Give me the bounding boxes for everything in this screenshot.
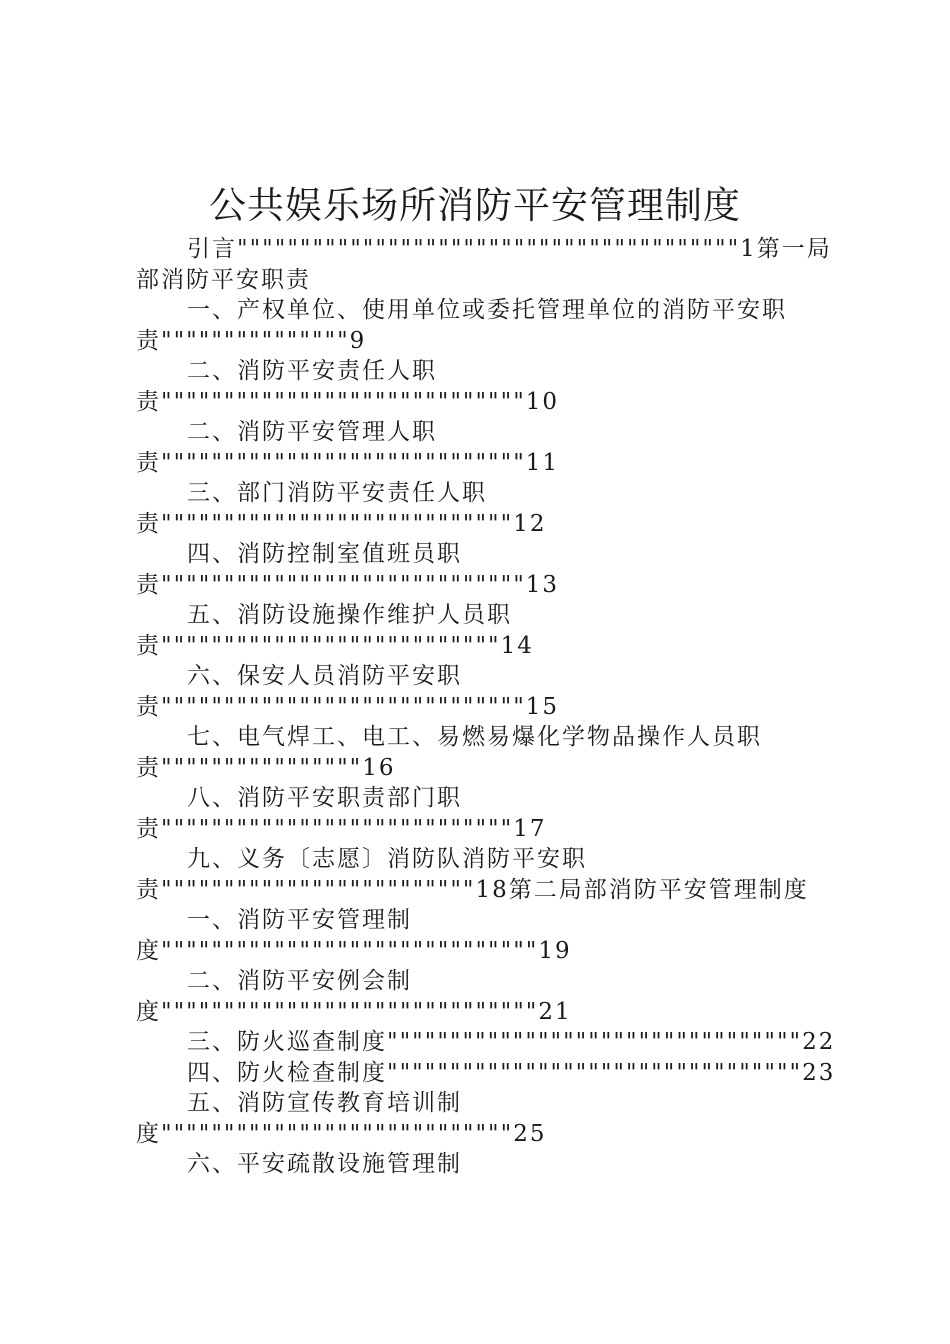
toc-line: 责""""""""""""""""16	[136, 754, 396, 781]
toc-line: 责"""""""""""""""""""""""""""""13	[136, 571, 560, 598]
toc-line: 四、防火检查制度"""""""""""""""""""""""""""""""""23	[187, 1059, 836, 1086]
toc-line: 三、防火巡查制度"""""""""""""""""""""""""""""""""22	[187, 1029, 836, 1055]
toc-line: 度""""""""""""""""""""""""""""""19	[136, 937, 572, 964]
toc-line: 一、产权单位、使用单位或委托管理单位的消防平安职	[187, 297, 787, 323]
toc-line: 五、消防设施操作维护人员职	[187, 602, 512, 628]
toc-line: 责"""""""""""""""""""""""""""""10	[136, 388, 560, 415]
toc-line: 六、保安人员消防平安职	[187, 663, 462, 689]
toc-line: 度""""""""""""""""""""""""""""""21	[136, 998, 572, 1025]
toc-line: 五、消防宣传教育培训制	[187, 1090, 462, 1116]
toc-line: 六、平安疏散设施管理制	[187, 1151, 462, 1177]
toc-line: 八、消防平安职责部门职	[187, 785, 462, 811]
toc-line: 部消防平安职责	[136, 266, 311, 293]
toc-line: 九、义务〔志愿〕消防队消防平安职	[187, 846, 587, 872]
toc-line: 责"""""""""""""""""""""""""""""11	[136, 449, 560, 476]
toc-line: 三、部门消防平安责任人职	[187, 480, 487, 506]
toc-line: 责"""""""""""""""""""""""""""14	[136, 632, 534, 659]
toc-line: 责"""""""""""""""9	[136, 327, 367, 354]
toc-line: 二、消防平安责任人职	[187, 358, 437, 384]
toc-line: 四、消防控制室值班员职	[187, 541, 462, 567]
toc-line: 度""""""""""""""""""""""""""""25	[136, 1120, 547, 1147]
toc-line: 责""""""""""""""""""""""""""""12	[136, 510, 547, 537]
toc-line: 二、消防平安管理人职	[187, 419, 437, 445]
toc-line: 责""""""""""""""""""""""""""""17	[136, 815, 547, 842]
toc-line: 责"""""""""""""""""""""""""""""15	[136, 693, 560, 720]
toc-line: 引言""""""""""""""""""""""""""""""""""""""""1第一局	[187, 236, 832, 262]
toc-line: 责"""""""""""""""""""""""""18第二局部消防平安管理制度	[136, 876, 809, 903]
toc-line: 一、消防平安管理制	[187, 907, 412, 933]
toc-line: 二、消防平安例会制	[187, 968, 412, 994]
table-of-contents	[136, 234, 836, 1180]
document-title: 公共娱乐场所消防平安管理制度	[209, 184, 741, 227]
toc-line: 七、电气焊工、电工、易燃易爆化学物品操作人员职	[187, 724, 762, 750]
